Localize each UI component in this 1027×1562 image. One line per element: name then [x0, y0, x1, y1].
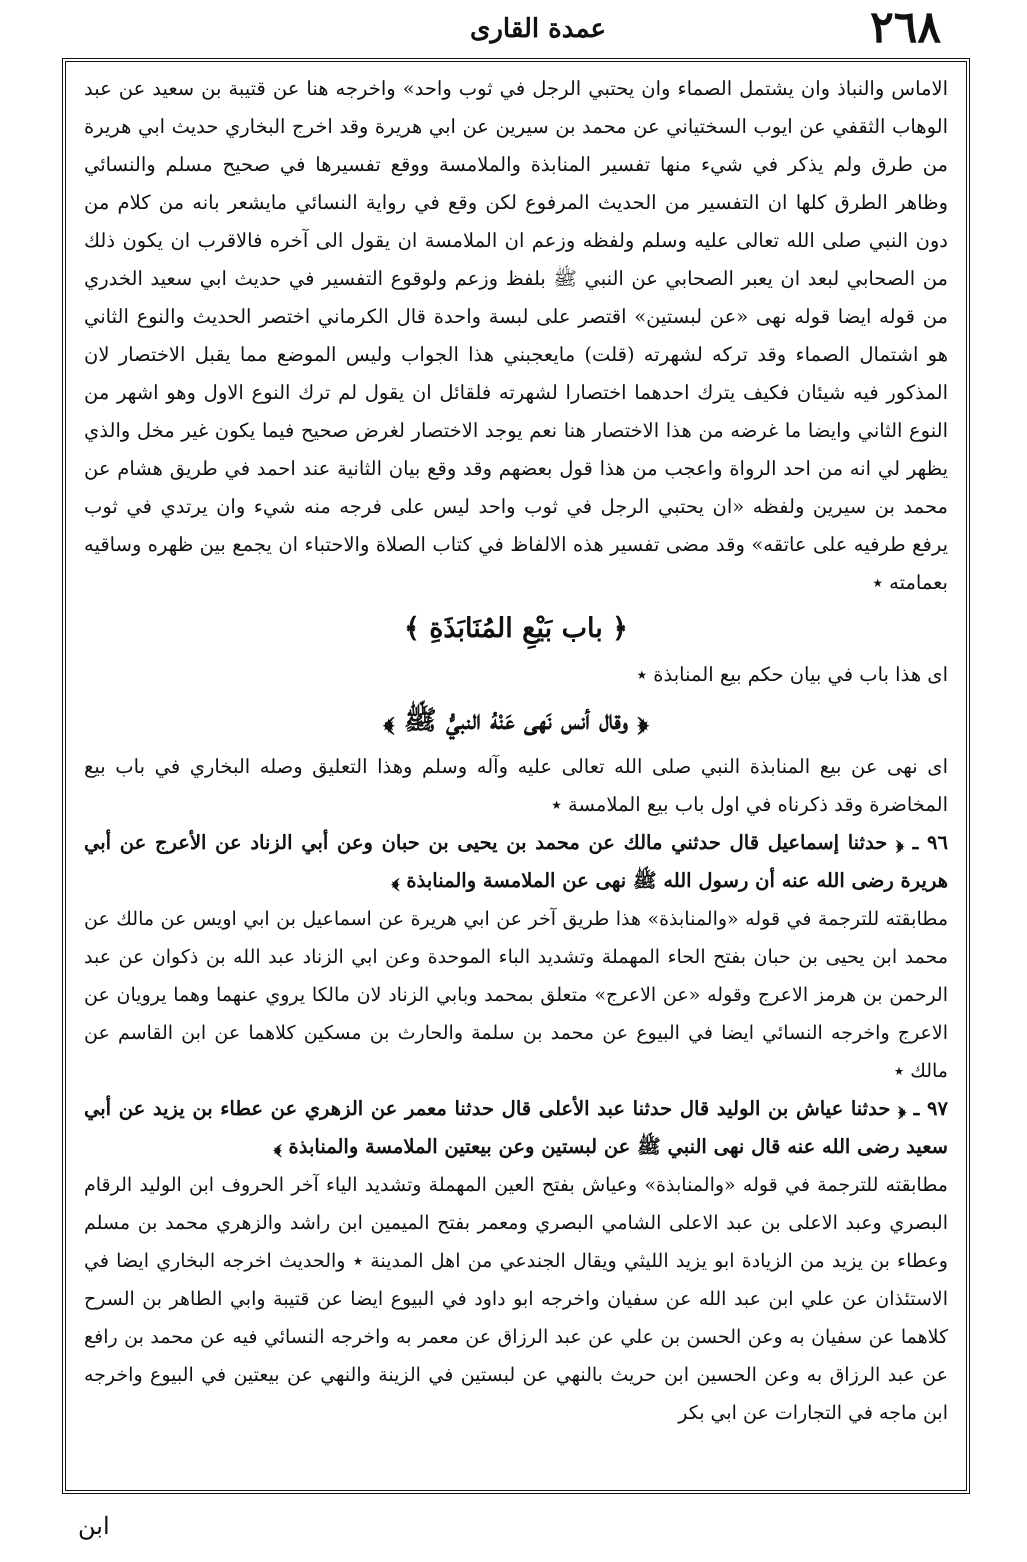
text-frame [62, 58, 970, 1494]
hadith-97-commentary: مطابقته للترجمة في قوله «والمنابذة» وعياش بفتح العين المهملة وتشديد الياء آخر الحروف ابن الوليد الرقام البصري وعبد الاعلى بن عبد الاعلى الشامي البصري ومعمر بفتح الميمين ابن راشد والزهري محمد بن مسلم وعطاء بن يزيد من الزيادة ابو يزيد الليثي ويقال الجندعي من اهل المدينة ٭ والحديث اخرجه البخاري ايضا في الاستئذان عن علي ابن عبد الله عن سفيان واخرجه ابو داود في البيوع ايضا عن قتيبة وابي الطاهر بن السرح كلاهما عن سفيان به وعن الحسن بن علي عن عبد الرزاق عن معمر به واخرجه النسائي فيه عن محمد بن رافع عن عبد الرزاق به وعن الحسين ابن حريث بالنهي عن لبستين في الزينة والنهي عن بيعتين في البيوع واخرجه ابن ماجه في التجارات عن ابي بكر [84, 1174, 948, 1424]
page-header [0, 0, 1027, 62]
book-title: عمدة القاری [470, 14, 606, 44]
quote-explanation: اى نهى عن بيع المنابذة النبي صلى الله تعالى عليه وآله وسلم وهذا التعليق وصله البخاري في باب بيع المخاضرة وقد ذكرناه في اول باب بيع الملامسة ٭ [84, 755, 948, 816]
page-number: ٢٦٨ [870, 2, 941, 53]
quote-heading: ﴿ وقال أنس نَهى عَنْهُ النبيُّ ﷺ ﴾ [383, 705, 649, 736]
chapter-heading: ﴿ باب بَيْعِ المُنَابَذَةِ ﴾ [404, 613, 628, 644]
hadith-96-text: ٩٦ ـ ﴿ حدثنا إسماعيل قال حدثني مالك عن محمد بن يحيى بن حبان وعن أبي الزناد عن الأعرج عن أبي هريرة رضى الله عنه أن رسول الله ﷺ نهى عن الملامسة والمنابذة ﴾ [84, 831, 948, 892]
chapter-explanation: اى هذا باب في بيان حكم بيع المنابذة ٭ [636, 663, 948, 686]
catchword: ابن [78, 1512, 110, 1540]
hadith-97-text: ٩٧ ـ ﴿ حدثنا عياش بن الوليد قال حدثنا عبد الأعلى قال حدثنا معمر عن الزهري عن عطاء بن يزيد عن أبي سعيد رضى الله عنه قال نهى النبي ﷺ عن لبستين وعن بيعتين الملامسة والمنابذة ﴾ [84, 1097, 948, 1158]
intro-paragraph: الاماس والنباذ وان يشتمل الصماء وان يحتبي الرجل في ثوب واحد» واخرجه هنا عن قتيبة بن سعيد عن عبد الوهاب الثقفي عن ايوب السختياني عن محمد بن سيرين عن ابي هريرة وقد اخرج البخاري حديث ابي هريرة من طرق ولم يذكر في شيء منها تفسير المنابذة والملامسة ووقع تفسيرها في صحيح مسلم والنسائي وظاهر الطرق كلها ان التفسير من الحديث المرفوع لكن وقع في رواية النسائي مايشعر بانه من كلام من دون النبي صلى الله تعالى عليه وسلم ولفظه وزعم ان الملامسة ان يقول الى آخره فالاقرب ان يكون ذلك من الصحابي لبعد ان يعبر الصحابي عن النبي ﷺ بلفظ وزعم ولوقوع التفسير في حديث ابي سعيد الخدري من قوله ايضا قوله نهى «عن لبستين» اقتصر على لبسة واحدة قال الكرماني اختصر الحديث والنوع الثاني هو اشتمال الصماء وقد تركه لشهرته (قلت) مايعجبني هذا الجواب وليس الموضع مما يقبل الاختصار لان المذكور فيه شيئان فكيف يترك احدهما اختصارا لشهرته فلقائل ان يقول لم ترك النوع الاول وهو اشهر من النوع الثاني وايضا ما غرضه من هذا الاختصار هنا نعم يوجد الاختصار لغرض صحيح فيما يكون غير مخل والذي يظهر لي انه من احد الرواة واعجب من هذا قول بعضهم وقد وقع بيان الثانية عند احمد في طريق هشام عن محمد بن سيرين ولفظه «ان يحتبي الرجل في ثوب واحد ليس على فرجه منه شيء وان يرتدي في ثوب يرفع طرفيه على عاتقه» وقد مضى تفسير هذه الالفاظ في كتاب الصلاة والاحتباء ان يجمع بين ظهره وساقيه بعمامته ٭ [84, 77, 948, 594]
hadith-96-commentary: مطابقته للترجمة في قوله «والمنابذة» هذا طريق آخر عن ابي هريرة عن اسماعيل بن ابي اويس عن مالك عن محمد ابن يحيى بن حبان بفتح الحاء المهملة وتشديد الباء الموحدة وعن ابي الزناد عبد الله بن ذكوان عن عبد الرحمن بن هرمز الاعرج وقوله «عن الاعرج» متعلق بمحمد وبابي الزناد لان مالكا يروي عنهما وهما يرويان عن الاعرج واخرجه النسائي ايضا في البيوع عن محمد بن سلمة والحارث بن مسكين كلاهما عن ابن القاسم عن مالك ٭ [84, 908, 948, 1082]
